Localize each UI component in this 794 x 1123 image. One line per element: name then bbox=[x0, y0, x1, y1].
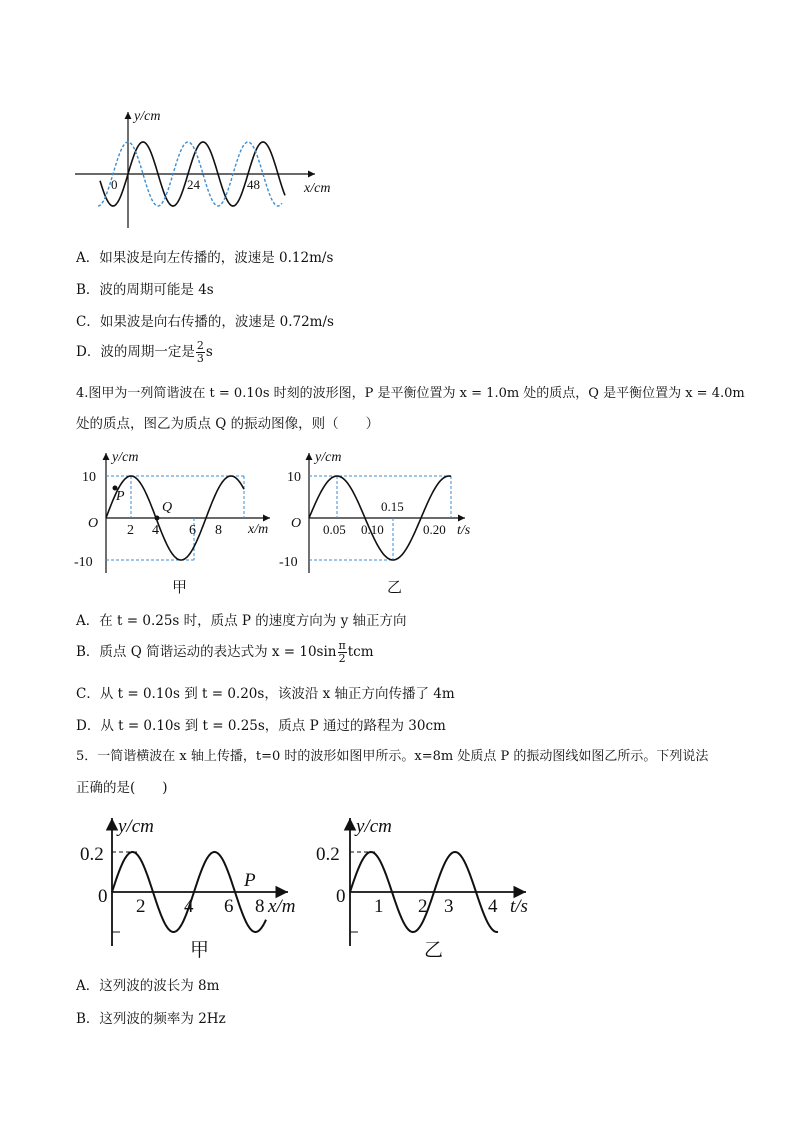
x-tick-2: 2 bbox=[136, 896, 146, 917]
t-axis-label: t/s bbox=[510, 896, 528, 917]
q4-stem-line1: 4.图甲为一列简谐波在 t = 0.10s 时刻的波形图，P 是平衡位置为 x = 1.0m 处的质点，Q 是平衡位置为 x = 4.0m bbox=[76, 386, 745, 401]
origin-label: O bbox=[88, 516, 99, 531]
caption-jia: 甲 bbox=[172, 580, 188, 596]
point-q bbox=[155, 516, 160, 521]
x-axis-label: x/m bbox=[268, 896, 296, 917]
x-tick-4: 4 bbox=[152, 523, 159, 538]
tick-48: 48 bbox=[247, 177, 260, 192]
t-tick-2: 2 bbox=[418, 896, 428, 917]
q5-stem-line1: 5．一简谐横波在 x 轴上传播，t=0 时的波形如图甲所示。x=8m 处质点 P 的振动图线如图乙所示。下列说法 bbox=[76, 749, 709, 764]
origin-label: 0 bbox=[98, 886, 108, 907]
t-tick-005: 0.05 bbox=[323, 522, 346, 537]
x-tick-6: 6 bbox=[189, 523, 196, 538]
y-tick-neg10: -10 bbox=[279, 555, 298, 570]
q4-figure-yi bbox=[279, 445, 485, 600]
y-axis-label: y/cm bbox=[134, 109, 161, 124]
numerator: π bbox=[338, 639, 346, 652]
t-tick-015: 0.15 bbox=[381, 499, 404, 514]
x-tick-8: 8 bbox=[215, 523, 222, 538]
origin-label: 0 bbox=[336, 886, 346, 907]
y-tick-neg10: -10 bbox=[74, 555, 93, 570]
amp-label: 0.2 bbox=[316, 844, 340, 865]
t-tick-010: 0.10 bbox=[361, 522, 384, 537]
denominator: 3 bbox=[196, 352, 204, 365]
t-tick-020: 0.20 bbox=[423, 522, 446, 537]
q5-option-a: A．这列波的波长为 8m bbox=[76, 978, 220, 994]
q-label: Q bbox=[162, 500, 173, 515]
y-axis-label: y/cm bbox=[315, 450, 342, 465]
y-axis-label: y/cm bbox=[118, 816, 154, 837]
y-tick-10: 10 bbox=[82, 470, 96, 485]
y-tick-10: 10 bbox=[287, 470, 301, 485]
denominator: 2 bbox=[338, 652, 346, 665]
q5-figure-yi bbox=[310, 808, 535, 963]
x-tick-2: 2 bbox=[127, 523, 134, 538]
q3-option-b: B．波的周期可能是 4s bbox=[76, 282, 214, 298]
q5-figure-jia bbox=[70, 808, 315, 963]
t-axis-label: t/s bbox=[457, 523, 471, 538]
t-tick-1: 1 bbox=[374, 896, 384, 917]
q4-option-b bbox=[76, 640, 374, 665]
q4-option-c: C．从 t = 0.10s 到 t = 0.20s，该波沿 x 轴正方向传播了 4m bbox=[76, 686, 455, 702]
fraction bbox=[338, 640, 347, 665]
x-axis-label: x/cm bbox=[304, 181, 331, 196]
q3-option-d bbox=[76, 340, 213, 365]
x-axis-label: x/m bbox=[248, 522, 269, 537]
p-label: P bbox=[116, 489, 125, 504]
x-tick-8: 8 bbox=[255, 896, 265, 917]
q4-stem-line2: 处的质点，图乙为质点 Q 的振动图像，则（ ） bbox=[76, 416, 380, 432]
x-tick-4: 4 bbox=[184, 896, 194, 917]
q3-option-d-prefix: D．波的周期一定是 bbox=[76, 344, 195, 360]
fraction bbox=[196, 340, 205, 365]
amp-label: 0.2 bbox=[80, 844, 104, 865]
origin-label: O bbox=[291, 516, 302, 531]
tick-24: 24 bbox=[187, 177, 200, 192]
q4-option-b-suffix: tcm bbox=[347, 644, 374, 660]
x-tick-6: 6 bbox=[224, 896, 234, 917]
q4-option-d: D．从 t = 0.10s 到 t = 0.25s，质点 P 通过的路程为 30cm bbox=[76, 718, 446, 734]
q4-figure-jia bbox=[70, 445, 280, 600]
wave-figure-1 bbox=[70, 100, 350, 235]
t-tick-3: 3 bbox=[444, 896, 454, 917]
y-axis-label: y/cm bbox=[356, 816, 392, 837]
q4-option-b-prefix: B．质点 Q 简谐运动的表达式为 x = 10sin bbox=[76, 644, 337, 660]
q5-option-b: B．这列波的频率为 2Hz bbox=[76, 1011, 226, 1027]
caption-yi: 乙 bbox=[424, 940, 444, 961]
y-axis-label: y/cm bbox=[112, 450, 139, 465]
t-tick-4: 4 bbox=[488, 896, 498, 917]
numerator: 2 bbox=[196, 339, 204, 352]
p-label: P bbox=[244, 870, 256, 891]
q3-option-c: C．如果波是向右传播的，波速是 0.72m/s bbox=[76, 314, 334, 330]
tick-0: 0 bbox=[111, 177, 118, 192]
q3-option-a: A．如果波是向左传播的，波速是 0.12m/s bbox=[76, 250, 334, 266]
q5-stem-line2: 正确的是( ) bbox=[76, 780, 168, 796]
q4-option-a: A．在 t = 0.25s 时，质点 P 的速度方向为 y 轴正方向 bbox=[76, 613, 407, 629]
caption-yi: 乙 bbox=[387, 580, 403, 596]
caption-jia: 甲 bbox=[190, 940, 210, 961]
q3-option-d-suffix: s bbox=[205, 344, 213, 360]
